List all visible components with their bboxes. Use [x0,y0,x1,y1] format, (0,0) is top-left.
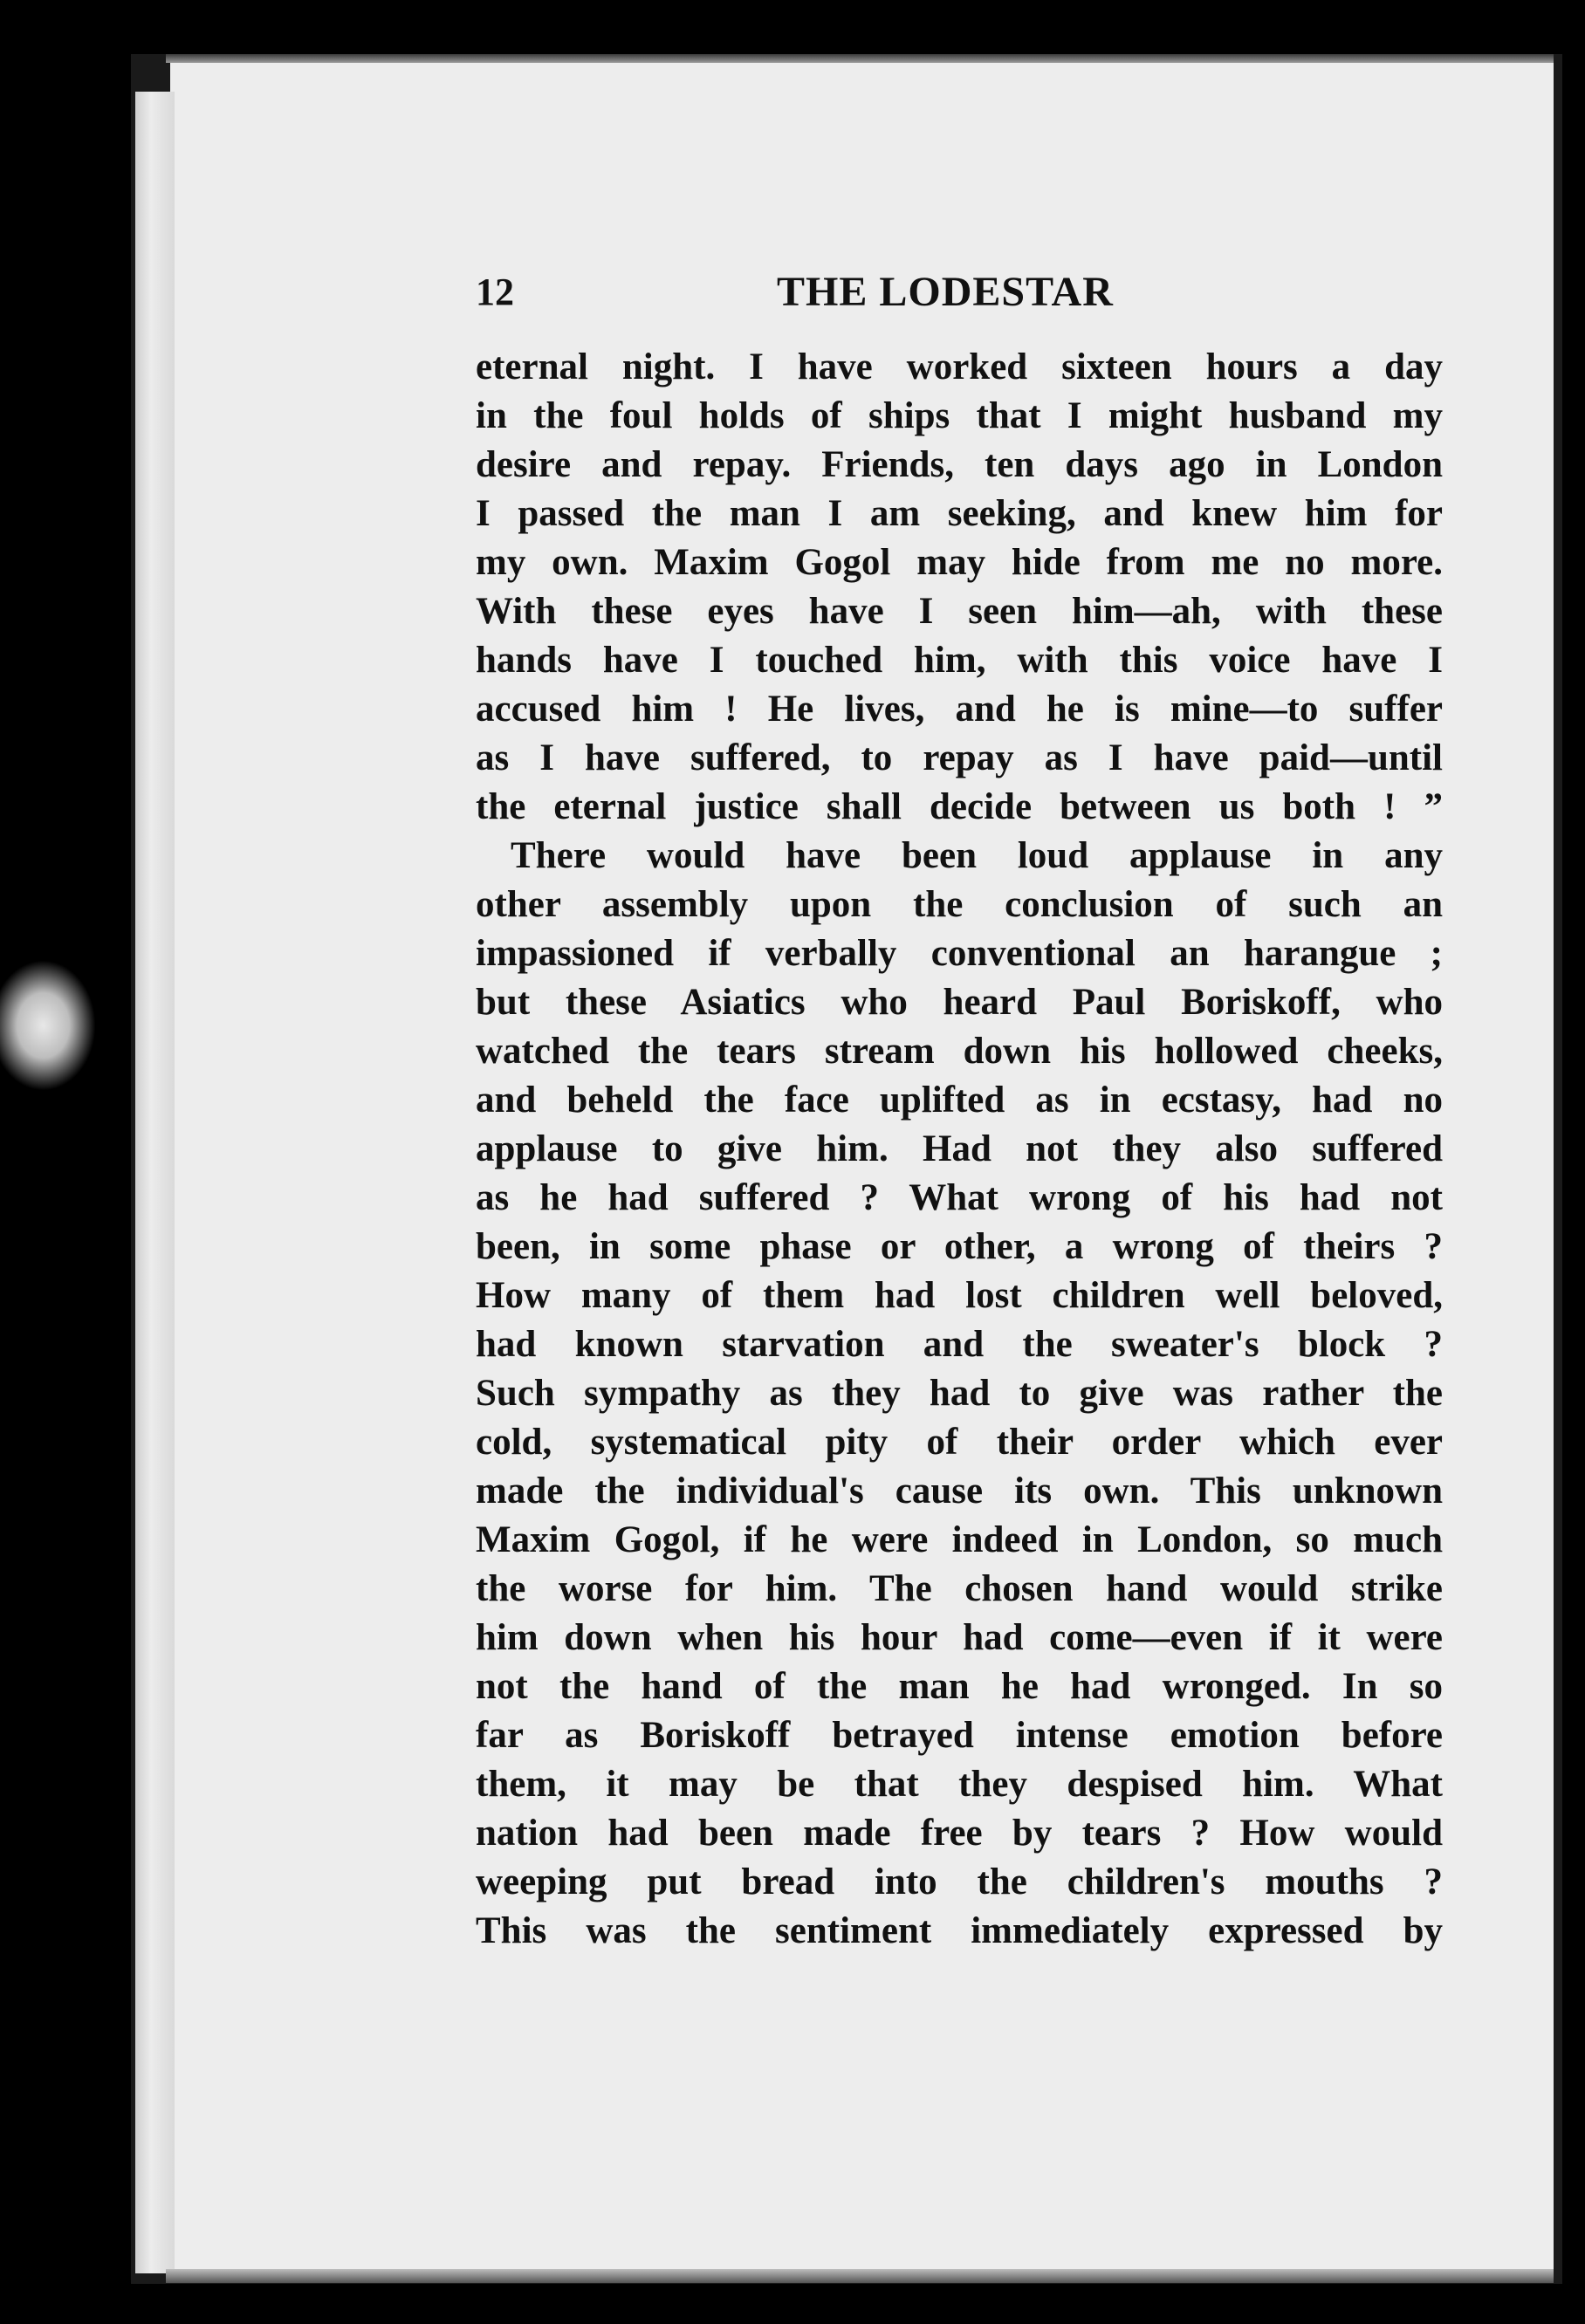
text-line: and beheld the face uplifted as in ecstasy, had no [476,1080,1443,1121]
text-line: I passed the man I am seeking, and knew him for [476,493,1443,534]
page-number: 12 [476,271,514,313]
text-line: applause to give him. Had not they also suffered [476,1128,1443,1169]
text-line: Such sympathy as they had to give was rather the [476,1373,1443,1414]
text-line: far as Boriskoff betrayed intense emotion before [476,1715,1443,1756]
text-line: With these eyes have I seen him—ah, with these [476,591,1443,632]
body-text [476,343,1443,1956]
scan-artifact [0,960,96,1091]
text-line: but these Asiatics who heard Paul Boriskoff, who [476,982,1443,1023]
page-bottom-edge [166,2269,1554,2283]
text-line: not the hand of the man he had wronged. In so [476,1666,1443,1707]
text-line: accused him ! He lives, and he is mine—to suffer [476,689,1443,730]
text-line: How many of them had lost children well beloved, [476,1275,1443,1316]
text-line: Maxim Gogol, if he were indeed in London, so much [476,1519,1443,1560]
text-line: had known starvation and the sweater's block ? [476,1324,1443,1365]
text-line: him down when his hour had come—even if it were [476,1617,1443,1658]
text-line: watched the tears stream down his hollowed cheeks, [476,1031,1443,1072]
text-line: as I have suffered, to repay as I have paid—until [476,737,1443,778]
text-line: weeping put bread into the children's mouths ? [476,1861,1443,1902]
text-line: as he had suffered ? What wrong of his had not [476,1177,1443,1218]
running-head [476,262,1471,323]
text-line: cold, systematical pity of their order which ever [476,1422,1443,1463]
text-line: This was the sentiment immediately expressed by [476,1910,1443,1951]
text-line: There would have been loud applause in any [511,835,1443,876]
text-line: in the foul holds of ships that I might husband my [476,395,1443,436]
text-line: eternal night. I have worked sixteen hours a day [476,346,1443,387]
text-line: other assembly upon the conclusion of such an [476,884,1443,925]
text-line: hands have I touched him, with this voice have I [476,640,1443,681]
text-line: impassioned if verbally conventional an harangue ; [476,933,1443,974]
text-line: made the individual's cause its own. This unknown [476,1470,1443,1512]
page-edge [135,92,175,2273]
text-line: nation had been made free by tears ? How would [476,1813,1443,1854]
text-line: desire and repay. Friends, ten days ago in London [476,444,1443,485]
text-line: been, in some phase or other, a wrong of theirs ? [476,1226,1443,1267]
text-line: them, it may be that they despised him. What [476,1764,1443,1805]
text-line: the eternal justice shall decide between us both ! ” [476,786,1443,827]
page-top-edge [166,54,1554,63]
text-line: my own. Maxim Gogol may hide from me no more. [476,542,1443,583]
running-title: THE LODESTAR [777,269,1114,315]
text-line: the worse for him. The chosen hand would strike [476,1568,1443,1609]
